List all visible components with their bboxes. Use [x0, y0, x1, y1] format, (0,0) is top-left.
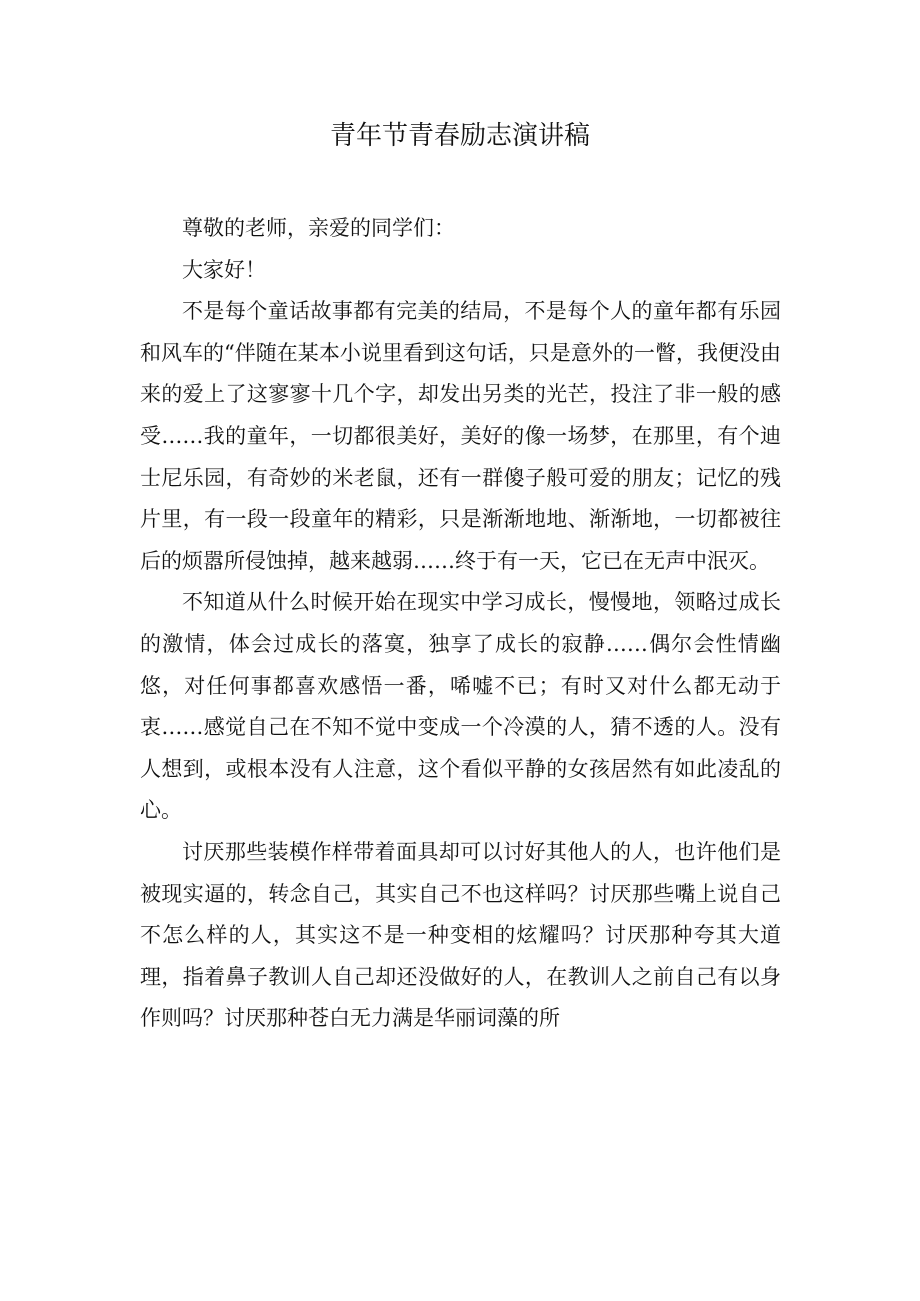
speech-body [140, 208, 781, 1040]
page-title: 青年节青春励志演讲稿 [329, 121, 590, 151]
paragraph: 不知道从什么时候开始在现实中学习成长，慢慢地，领略过成长的激情，体会过成长的落寞，独享了成长的寂静……偶尔会性情幽悠，对任何事都喜欢感悟一番，唏嘘不已；有时又对什么都无动于衷……感觉自己在不知不觉中变成一个冷漠的人，猜不透的人。没有人想到，或根本没有人注意，这个看似平静的女孩居然有如此凌乱的心。 [140, 590, 781, 823]
paragraph: 讨厌那些装模作样带着面具却可以讨好其他人的人，也许他们是被现实逼的，转念自己，其实自己不也这样吗？讨厌那些嘴上说自己不怎么样的人，其实这不是一种变相的炫耀吗？讨厌那种夸其大道理，指着鼻子教训人自己却还没做好的人，在教训人之前自己有以身作则吗？讨厌那种苍白无力满是华丽词藻的所 [140, 839, 781, 1031]
paragraph: 不是每个童话故事都有完美的结局，不是每个人的童年都有乐园和风车的“伴随在某本小说里看到这句话，只是意外的一瞥，我便没由来的爱上了这寥寥十几个字，却发出另类的光芒，投注了非一般的感受……我的童年，一切都很美好，美好的像一场梦，在那里，有个迪士尼乐园，有奇妙的米老鼠，还有一群傻子般可爱的朋友；记忆的残片里，有一段一段童年的精彩，只是渐渐地地、渐渐地，一切都被往后的烦嚣所侵蚀掉，越来越弱……终于有一天，它已在无声中泯灭。 [140, 299, 781, 573]
salutation: 尊敬的老师，亲爱的同学们： [182, 216, 455, 240]
greeting: 大家好！ [182, 257, 266, 282]
